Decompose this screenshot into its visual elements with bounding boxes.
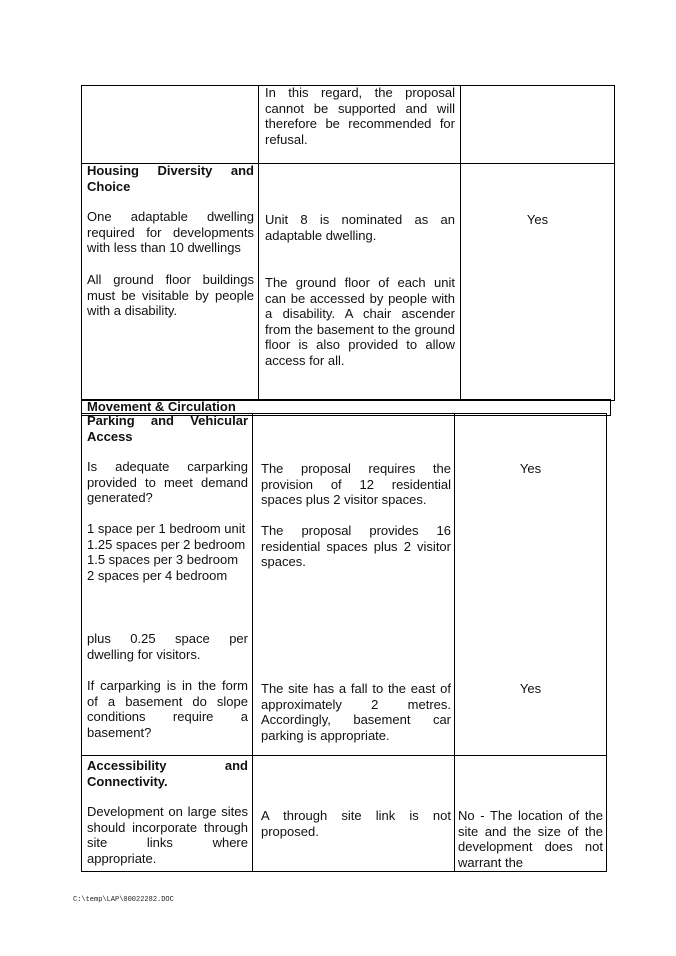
parking-complies-4: Yes (519, 681, 542, 696)
footer-file-path: C:\temp\LAP\00022282.DOC (73, 896, 174, 904)
parking-heading: Parking and Vehicular Access (87, 413, 248, 444)
movement-heading: Movement & Circulation (87, 399, 236, 414)
parking-criteria-1: Is adequate carparking provided to meet demand generated? (87, 459, 248, 505)
housing-criteria-1: One adaptable dwelling required for developments with less than 10 dwellings (87, 209, 254, 255)
parking-comment-1: The proposal requires the provision of 12 residential spaces plus 2 visitor spaces. (261, 461, 451, 507)
parking-comment-2: The proposal provides 16 residential spaces plus 2 visitor spaces. (261, 523, 451, 569)
compliance-table-top (81, 85, 615, 401)
parking-complies-1: Yes (519, 461, 542, 476)
compliance-table-bottom (81, 413, 607, 872)
access-heading: Accessibility and Connectivity. (87, 758, 248, 789)
parking-criteria-4: If carparking is in the form of a basement do slope conditions require a basement? (87, 678, 248, 740)
access-comment-1: A through site link is not proposed. (261, 808, 451, 839)
housing-complies-1: Yes (526, 212, 549, 227)
access-criteria-1: Development on large sites should incorporate through site links where appropriate. (87, 804, 248, 866)
housing-heading: Housing Diversity and Choice (87, 163, 254, 194)
refusal-comment: In this regard, the proposal cannot be supported and will therefore be recommended for refusal. (265, 85, 455, 147)
parking-criteria-3: plus 0.25 space per dwelling for visitors. (87, 631, 248, 662)
housing-comment-1: Unit 8 is nominated as an adaptable dwelling. (265, 212, 455, 243)
parking-comment-4: The site has a fall to the east of approximately 2 metres. Accordingly, basement car parking is appropriate. (261, 681, 451, 743)
housing-criteria-2: All ground floor buildings must be visitable by people with a disability. (87, 272, 254, 318)
access-complies-1: No - The location of the site and the size of the development does not warrant the (458, 808, 603, 870)
housing-comment-2: The ground floor of each unit can be accessed by people with a disability. A chair ascender from the basement to the ground floor is also provided to allow access for all. (265, 275, 455, 368)
parking-criteria-2: 1 space per 1 bedroom unit 1.25 spaces per 2 bedroom 1.5 spaces per 3 bedroom 2 spaces per 4 bedroom (87, 521, 246, 583)
